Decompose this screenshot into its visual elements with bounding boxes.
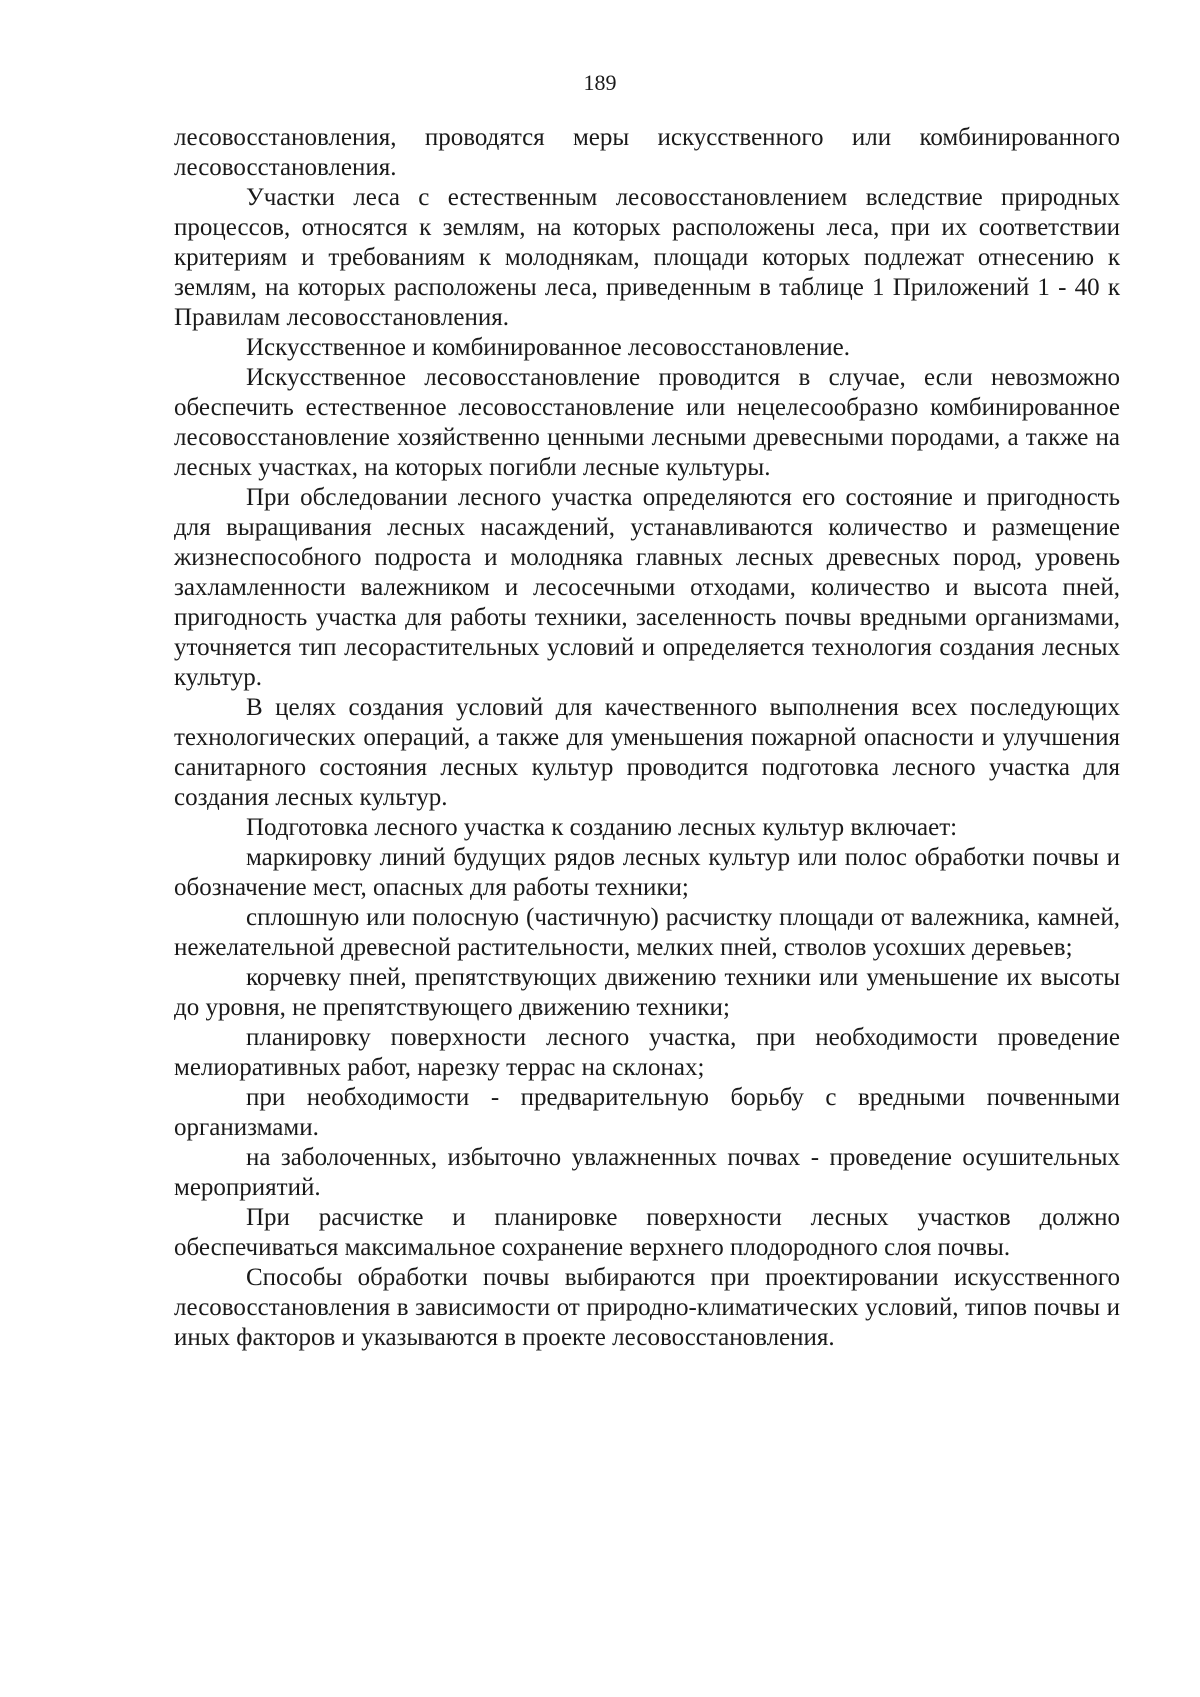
list-item-stump-removal: корчевку пней, препятствующих движению техники или уменьшение их высоты до уровня, не препятствующего движению техники; <box>174 964 1120 1021</box>
list-item-marking: маркировку линий будущих рядов лесных культур или полос обработки почвы и обозначение мест, опасных для работы техники; <box>174 844 1120 901</box>
paragraph-topsoil-preservation: При расчистке и планировке поверхности лесных участков должно обеспечиваться максимальное сохранение верхнего плодородного слоя почвы. <box>174 1204 1120 1261</box>
paragraph-artificial-regeneration: Искусственное лесовосстановление проводится в случае, если невозможно обеспечить естественное лесовосстановление или нецелесообразно комбинированное лесовосстановление хозяйственно ценными лесными древесными породами, а также на лесных участках, на которых погибли лесные культуры. <box>174 364 1120 481</box>
document-body <box>174 123 1120 1353</box>
paragraph-section-heading: Искусственное и комбинированное лесовосстановление. <box>246 334 851 361</box>
list-item-leveling: планировку поверхности лесного участка, при необходимости проведение мелиоративных работ, нарезку террас на склонах; <box>174 1024 1120 1081</box>
paragraph-natural-regeneration: Участки леса с естественным лесовосстановлением вследствие природных процессов, относятся к землям, на которых расположены леса, при их соответствии критериям и требованиям к молоднякам, площади которых подлежат отнесению к землям, на которых расположены леса, приведенным в таблице 1 Приложений 1 - 40 к Правилам лесовосстановления. <box>174 184 1120 331</box>
list-item-drainage: на заболоченных, избыточно увлажненных почвах - проведение осушительных мероприятий. <box>174 1144 1120 1201</box>
paragraph-continuation: лесовосстановления, проводятся меры искусственного или комбинированного лесовосстановления. <box>174 124 1120 181</box>
paragraph-soil-treatment-methods: Способы обработки почвы выбираются при проектировании искусственного лесовосстановления в зависимости от природно-климатических условий, типов почвы и иных факторов и указываются в проекте лесовосстановления. <box>174 1264 1120 1351</box>
list-item-pest-control: при необходимости - предварительную борьбу с вредными почвенными организмами. <box>174 1084 1120 1141</box>
paragraph-site-survey: При обследовании лесного участка определяются его состояние и пригодность для выращивания лесных насаждений, устанавливаются количество и размещение жизнеспособного подроста и молодняка главных лесных древесных пород, уровень захламленности валежником и лесосечными отходами, количество и высота пней, пригодность участка для работы техники, заселенность почвы вредными организмами, уточняется тип лесорастительных условий и определяется технология создания лесных культур. <box>174 484 1120 691</box>
paragraph-site-preparation-purpose: В целях создания условий для качественного выполнения всех последующих технологических операций, а также для уменьшения пожарной опасности и улучшения санитарного состояния лесных культур проводится подготовка лесного участка для создания лесных культур. <box>174 694 1120 811</box>
paragraph-preparation-includes: Подготовка лесного участка к созданию лесных культур включает: <box>246 814 958 841</box>
page-number: 189 <box>583 70 617 95</box>
list-item-clearing: сплошную или полосную (частичную) расчистку площади от валежника, камней, нежелательной древесной растительности, мелких пней, стволов усохших деревьев; <box>174 904 1120 961</box>
